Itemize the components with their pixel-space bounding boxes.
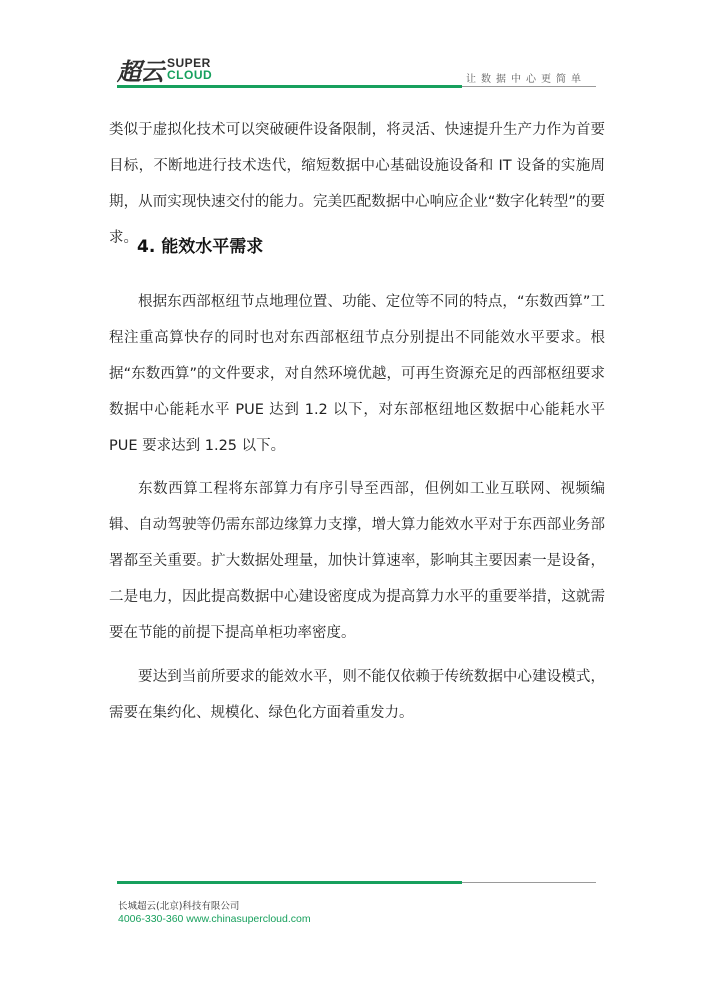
section-paragraph: 要达到当前所要求的能效水平，则不能仅依赖于传统数据中心建设模式，需要在集约化、规模化、绿色化方面着重发力。: [109, 669, 605, 721]
company-logo: [117, 52, 212, 86]
footer-divider-gray: [462, 882, 596, 883]
logo-en-line1: SUPER: [167, 56, 211, 70]
logo-chinese-text: 超云: [117, 57, 163, 86]
page-header: [0, 0, 710, 100]
logo-en-line2: CLOUD: [167, 68, 213, 82]
footer-contact-info: 4006-330-360 www.chinasupercloud.com: [118, 913, 311, 925]
section-paragraph-1-block: [109, 284, 605, 464]
section-paragraph-2-block: [109, 471, 605, 651]
section-title: 4. 能效水平需求: [137, 237, 264, 257]
header-slogan: 让数据中心更简单: [466, 74, 586, 85]
header-divider-gray: [462, 86, 596, 87]
section-paragraph: 根据东西部枢纽节点地理位置、功能、定位等不同的特点，“东数西算”工程注重高算快存的同时也对东西部枢纽节点分别提出不同能效水平要求。根据“东数西算”的文件要求，对自然环境优越，可再生资源充足的西部枢纽要求数据中心能耗水平 PUE 达到 1.2 以下，对东部枢纽地区数据中心能耗水平 PUE 要求达到 1.25 以下。: [109, 294, 605, 454]
header-divider-green: [117, 85, 462, 88]
section-paragraph: 东数西算工程将东部算力有序引导至西部，但例如工业互联网、视频编辑、自动驾驶等仍需东部边缘算力支撑，增大算力能效水平对于东西部业务部署都至关重要。扩大数据处理量，加快计算速率，影响其主要因素一是设备，二是电力，因此提高数据中心建设密度成为提高算力水平的重要举措，这就需要在节能的前提下提高单柜功率密度。: [109, 481, 605, 641]
intro-paragraph: 类似于虚拟化技术可以突破硬件设备限制，将灵活、快速提升生产力作为首要目标，不断地进行技术迭代，缩短数据中心基础设施设备和 IT 设备的实施周期，从而实现快速交付的能力。完美匹配数据中心响应企业“数字化转型”的要求。: [109, 122, 605, 246]
logo-english-text: [167, 57, 212, 81]
footer-divider-green: [117, 881, 462, 884]
section-paragraph-3-block: [109, 659, 605, 731]
footer-company-name: 长城超云(北京)科技有限公司: [118, 901, 240, 912]
